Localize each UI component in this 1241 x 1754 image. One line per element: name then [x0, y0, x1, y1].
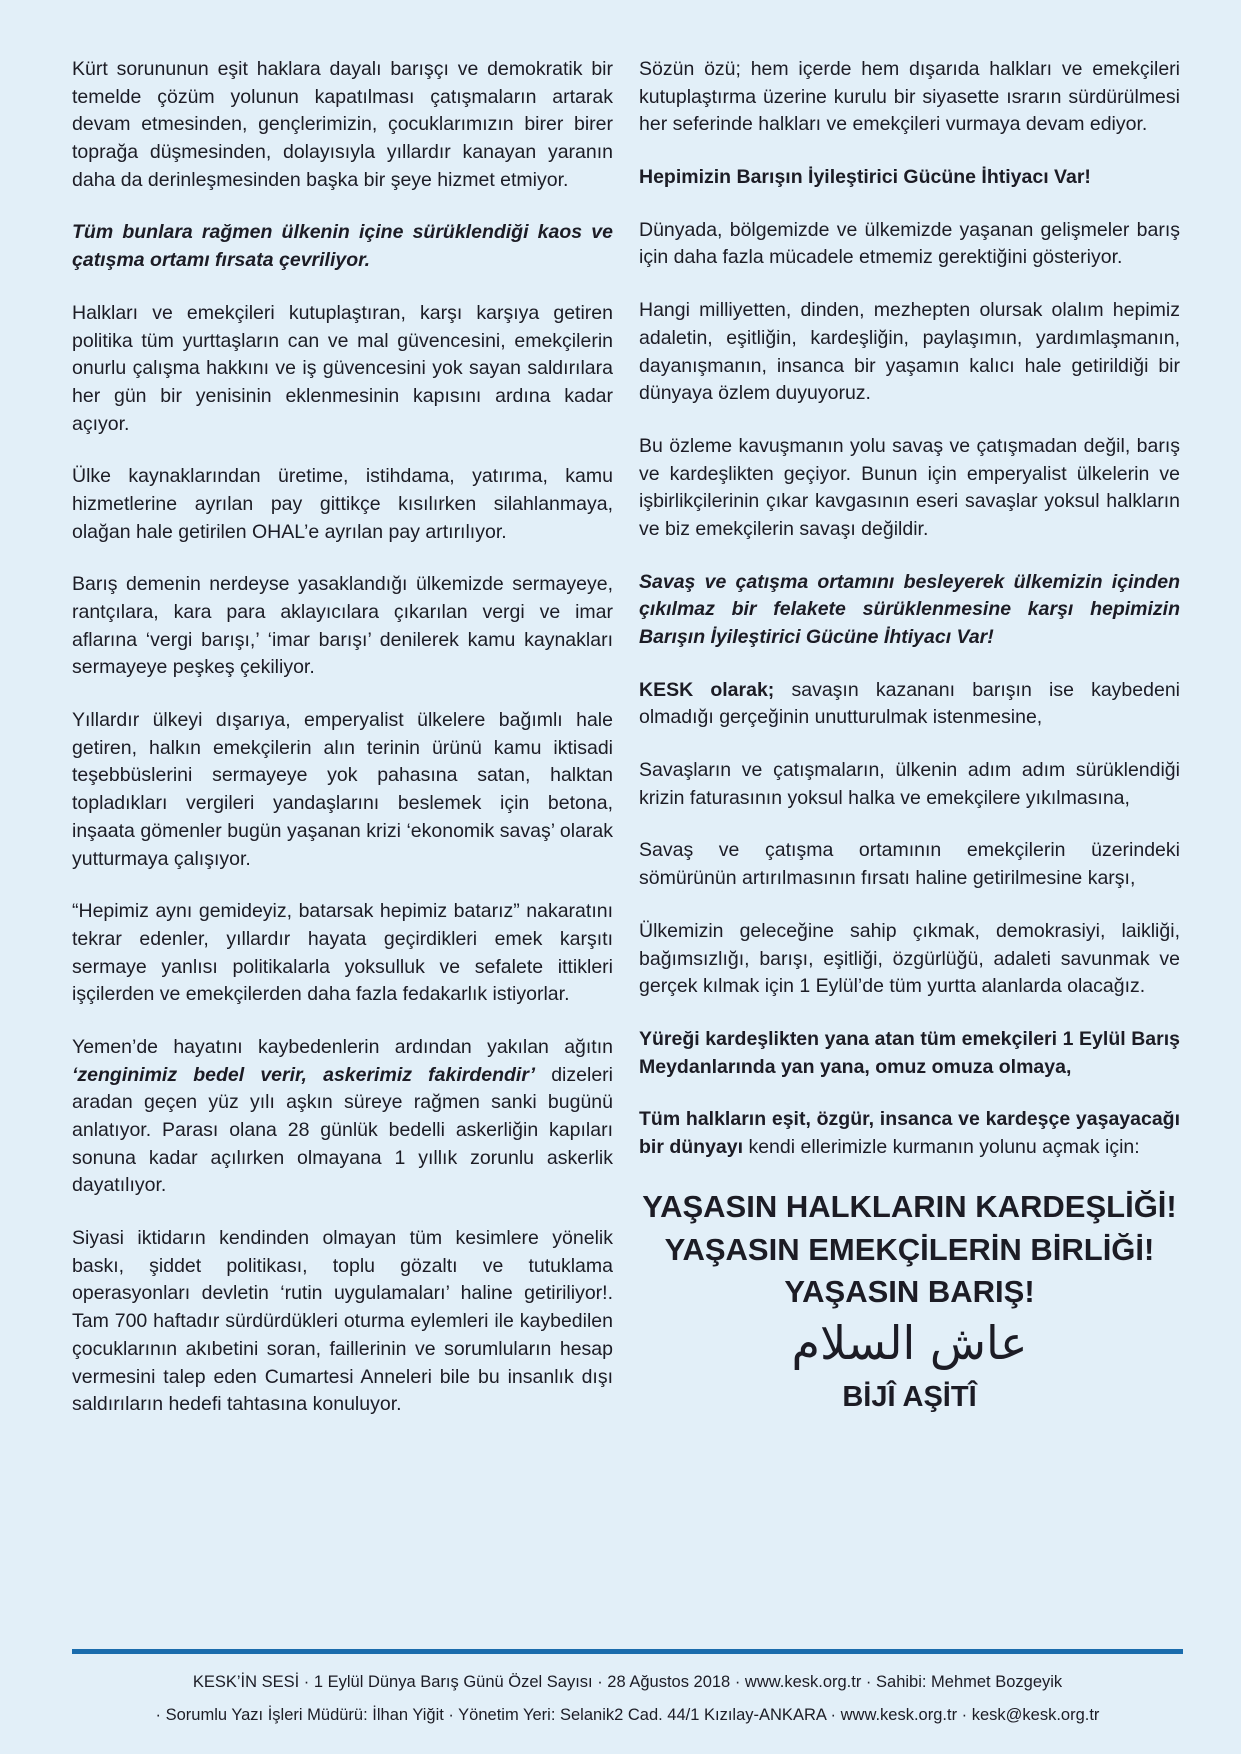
slogans-block	[639, 1187, 1180, 1417]
paragraph-dunyada-bolgemizde: Dünyada, bölgemizde ve ülkemizde yaşanan gelişmeler barış için daha fazla mücadele etmemiz gerektiğini gösteriyor.	[639, 218, 1180, 269]
paragraph-hangi-milliyetten: Hangi milliyetten, dinden, mezhepten olursak olalım hepimiz adaletin, eşitliğin, kardeşliğin, paylaşımın, yardımlaşmanın, dayanışmanın, insanca bir yaşamın kalıcı hale getirildiği bir dünyaya özlem duyuyoruz.	[639, 299, 1180, 405]
paragraph-baris-demenin: Barış demenin nerdeyse yasaklandığı ülkemizde sermayeye, rantçılara, kara para aklayıcılara çıkarılan vergi ve imar aflarına ‘vergi barışı,’ ‘imar barışı’ denilerek kamu kaynakları sermayeye peşkeş çekiliyor.	[72, 573, 613, 679]
paragraph-savaslarin-faturasi: Savaşların ve çatışmaların, ülkenin adım adım sürüklendiği krizin faturasının yoksul halka ve emekçilere yıkılmasına,	[639, 759, 1180, 809]
section-heading-kaos-firsat: Tüm bunlara rağmen ülkenin içine sürüklendiği kaos ve çatışma ortamı fırsata çevriliyor.	[72, 221, 613, 272]
bold-lead: Tüm halkların eşit, özgür, insanca ve kardeşçe yaşayacağı bir dünyayı	[639, 1108, 1180, 1158]
arabic-peace-slogan: عاش السلام	[791, 1316, 1028, 1371]
paragraph-somuru-firsati: Savaş ve çatışma ortamının emekçilerin üzerindeki sömürünün artırılmasının fırsatı haline getirilmesine karşı,	[639, 839, 1180, 890]
paragraph-text: dizeleri aradan geçen yüz yılı aşkın süreye rağmen sanki bugünü anlatıyor. Parası olana 28 günlük bedelli askerliğin kapıları sonuna kadar açılırken olmayana 1 yıllık zorunlu askerlik dayatılıyor.	[72, 1063, 613, 1197]
footer-line-2: · Sorumlu Yazı İşleri Müdürü: İlhan Yiğit · Yönetim Yeri: Selanik2 Cad. 44/1 Kızılay-ANKARA · www.kesk.org.tr · kesk@kesk.org.tr	[155, 1706, 1100, 1724]
paragraph-ulke-kaynaklari: Ülke kaynaklarından üretime, istihdama, yatırıma, kamu hizmetlerine ayrılan pay gittikçe kısılırken silahlanmaya, olağan hale getirilen OHAL’e ayrılan pay artırılıyor.	[72, 465, 613, 543]
paragraph-kutuplastiran-politika: Halkları ve emekçileri kutuplaştıran, karşı karşıya getiren politika tüm yurttaşların can ve mal güvencesini, emekçilerin onurlu çalışma hakkını ve iş güvencesini yok sayan saldırılara her gün bir yenisinin eklenmesinin kapısını ardına kadar açıyor.	[72, 301, 613, 435]
slogan-yasasin-baris: YAŞASIN BARIŞ!	[784, 1274, 1035, 1310]
bold-lead: KESK olarak;	[639, 678, 775, 701]
slogan-emekcilerin-birligi: YAŞASIN EMEKÇİLERİN BİRLİĞİ!	[664, 1231, 1155, 1267]
paragraph-yuregi-kardeslikten: Yüreği kardeşlikten yana atan tüm emekçileri 1 Eylül Barış Meydanlarında yan yana, omuz omuza olmaya,	[639, 1027, 1180, 1078]
left-column	[72, 56, 613, 1444]
section-heading-savas-catisma: Savaş ve çatışma ortamını besleyerek ülkemizin içinden çıkılmaz bir felakete sürüklenmesine karşı hepimizin Barışın İyileştirici Gücüne İhtiyacı Var!	[639, 570, 1180, 648]
kurdish-peace-slogan: BİJÎ AŞİTÎ	[842, 1380, 977, 1413]
slogan-halklarin-kardesligi: YAŞASIN HALKLARIN KARDEŞLİĞİ!	[642, 1188, 1177, 1224]
paragraph-ulkemizin-gelecegi: Ülkemizin geleceğine sahip çıkmak, demokrasiyi, laikliği, bağımsızlığı, barışı, eşitliği, özgürlüğü, adaleti savunmak ve gerçek kılmak için 1 Eylül’de tüm yurtta alanlarda olacağız.	[639, 919, 1180, 998]
section-heading-iyilestirici-guc: Hepimizin Barışın İyileştirici Gücüne İhtiyacı Var!	[639, 166, 1091, 189]
paragraph-text: Yemen’de hayatını kaybedenlerin ardından yakılan ağıtın	[72, 1035, 613, 1058]
quote-emphasis: ‘zenginimiz bedel verir, askerimiz fakirdendir’	[72, 1063, 536, 1086]
paragraph-yemen-agit	[72, 1034, 613, 1200]
footer-line-1: KESK’İN SESİ · 1 Eylül Dünya Barış Günü Özel Sayısı · 28 Ağustos 2018 · www.kesk.org.tr · Sahibi: Mehmet Bozgeyik	[192, 1673, 1063, 1691]
paragraph-kesk-olarak	[639, 677, 1180, 732]
right-column	[639, 56, 1180, 1444]
paragraph-kurt-sorunu: Kürt sorununun eşit haklara dayalı barışçı ve demokratik bir temelde çözüm yolunun kapatılması çatışmaların artarak devam etmesinden, gençlerimizin, çocuklarımızın birer birer toprağa düşmesinden, dolayısıyla yıllardır kanayan yaranın daha da derinleşmesinden başka bir şeye hizmet etmiyor.	[72, 58, 613, 191]
paragraph-siyasi-iktidar: Siyasi iktidarın kendinden olmayan tüm kesimlere yönelik baskı, şiddet politikası, toplu gözaltı ve tutuklama operasyonları devletin ‘rutin uygulamaları’ haline getiriliyor!. Tam 700 haftadır sürdürdükleri oturma eylemleri ile kaybedilen çocuklarının akıbetini soran, faillerinin ve sorumluların hesap vermesini talep eden Cumartesi Anneleri bile bu insanlık dışı saldırıların hedefi tahtasına konuluyor.	[72, 1227, 613, 1416]
paragraph-bu-ozleme: Bu özleme kavuşmanın yolu savaş ve çatışmadan değil, barış ve kardeşlikten geçiyor. Bunun için emperyalist ülkelerin ve işbirlikçilerinin çıkar kavgasının eseri savaşlar yoksul halkların ve biz emekçilerin savaşı değildir.	[639, 434, 1180, 540]
paragraph-text: kendi ellerimizle kurmanın yolunu açmak için:	[743, 1135, 1140, 1158]
paragraph-sozun-ozu: Sözün özü; hem içerde hem dışarıda halkları ve emekçileri kutuplaştırma üzerine kurulu bir siyasette ısrarın sürdürülmesi her seferinde halkları ve emekçileri vurmaya devam ediyor.	[639, 58, 1180, 136]
paragraph-text: savaşın kazananı barışın ise kaybedeni olmadığı gerçeğinin unutturulmak istenmesine,	[639, 678, 1180, 729]
paragraph-tum-halklarin	[639, 1106, 1180, 1161]
paragraph-yillardir-ulkeyi: Yıllardır ülkeyi dışarıya, emperyalist ülkelere bağımlı hale getiren, halkın emekçilerin alın terinin ürünü kamu iktisadi teşebbüslerini sermayeye yok pahasına satan, halktan topladıkları vergileri yandaşlarını beslemek için betona, inşaata gömenler bugün yaşanan krizi ‘ekonomik savaş’ olarak yutturmaya çalışıyor.	[72, 709, 613, 870]
footer	[72, 1649, 1183, 1732]
paragraph-ayni-gemideyiz: “Hepimiz aynı gemideyiz, batarsak hepimiz batarız” nakaratını tekrar edenler, yıllardır hayata geçirdikleri emek karşıtı sermaye yanlısı politikalarla yoksulluk ve sefalete ittikleri işçilerden ve emekçilerden daha fazla fedakarlık istiyorlar.	[72, 900, 613, 1006]
footer-divider	[72, 1649, 1183, 1654]
